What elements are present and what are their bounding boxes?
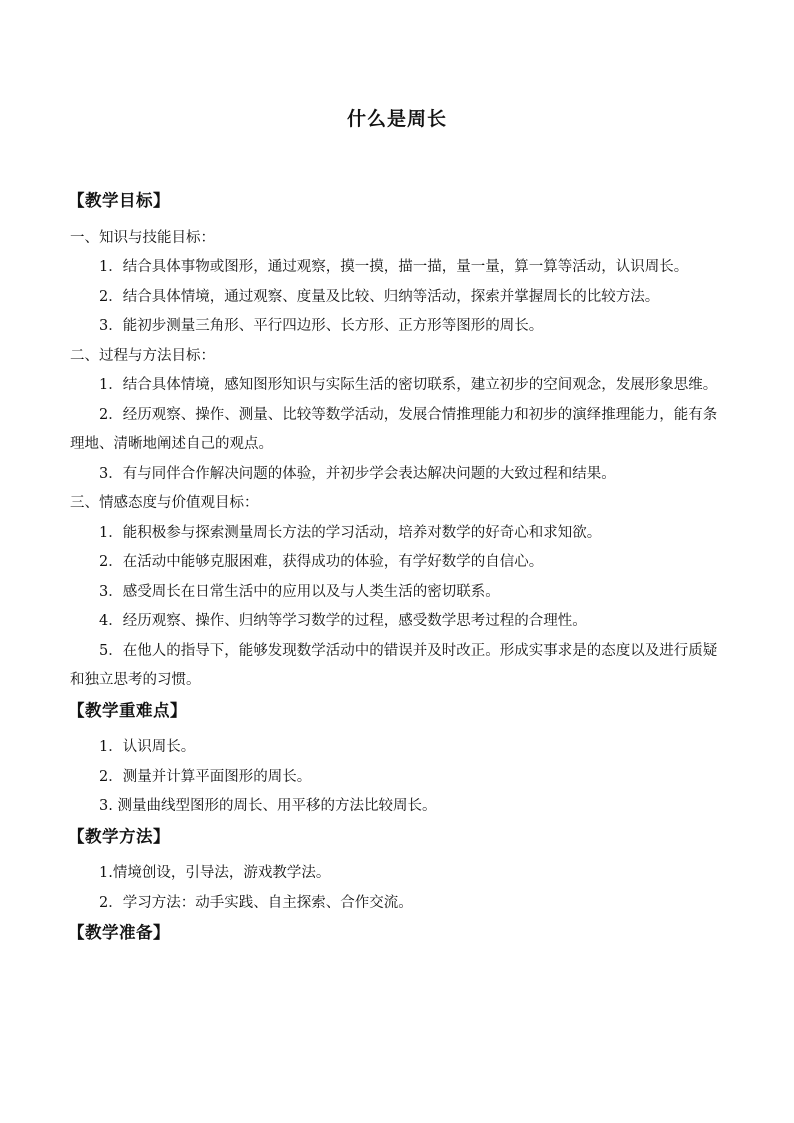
heading-preparation: 【教学准备】 xyxy=(68,923,170,942)
list-item: 1．认识周长。 xyxy=(99,739,196,755)
subheading-emotion: 三、情感态度与价值观目标： xyxy=(70,495,259,511)
list-item: 4．经历观察、操作、归纳等学习数学的过程，感受数学思考过程的合理性。 xyxy=(99,613,587,629)
list-item: 3．感受周长在日常生活中的应用以及与人类生活的密切联系。 xyxy=(99,583,500,600)
heading-key-points: 【教学重难点】 xyxy=(68,700,187,720)
heading-objectives: 【教学目标】 xyxy=(68,191,170,210)
subheading-process: 二、过程与方法目标： xyxy=(70,347,215,364)
list-item: 2．结合具体情境，通过观察、度量及比较、归纳等活动，探索并掌握周长的比较方法。 xyxy=(99,288,660,305)
list-item: 1．结合具体事物或图形，通过观察，摸一摸，描一描，量一量，算一算等活动，认识周长。 xyxy=(99,259,689,275)
document-body xyxy=(70,186,725,948)
subheading-knowledge: 一、知识与技能目标： xyxy=(70,229,215,246)
list-item: 1．能积极参与探索测量周长方法的学习活动，培养对数学的好奇心和求知欲。 xyxy=(99,524,602,541)
heading-methods: 【教学方法】 xyxy=(68,826,170,846)
list-item: 3．能初步测量三角形、平行四边形、长方形、正方形等图形的周长。 xyxy=(99,318,544,334)
page-title: 什么是周长 xyxy=(346,108,447,130)
list-item: 2．学习方法：动手实践、自主探索、合作交流。 xyxy=(99,894,413,911)
list-item: 1.情境创设，引导法，游戏教学法。 xyxy=(99,865,331,881)
list-item: 2．在活动中能够克服困难，获得成功的体验，有学好数学的自信心。 xyxy=(99,554,544,570)
list-item: 5．在他人的指导下，能够发现数学活动中的错误并及时改正。形成实事求是的态度以及进行质疑和独立思考的习惯。 xyxy=(70,642,718,688)
list-item: 3．有与同伴合作解决问题的体验，并初步学会表达解决问题的大致过程和结果。 xyxy=(99,465,616,482)
list-item: 3. 测量曲线型图形的周长、用平移的方法比较周长。 xyxy=(99,798,437,814)
list-item: 2．经历观察、操作、测量、比较等数学活动，发展合情推理能力和初步的演绎推理能力，能有条理地、清晰地阐述自己的观点。 xyxy=(70,406,718,452)
list-item: 1．结合具体情境，感知图形知识与实际生活的密切联系，建立初步的空间观念，发展形象思维。 xyxy=(99,377,718,393)
list-item: 2．测量并计算平面图形的周长。 xyxy=(99,768,312,785)
